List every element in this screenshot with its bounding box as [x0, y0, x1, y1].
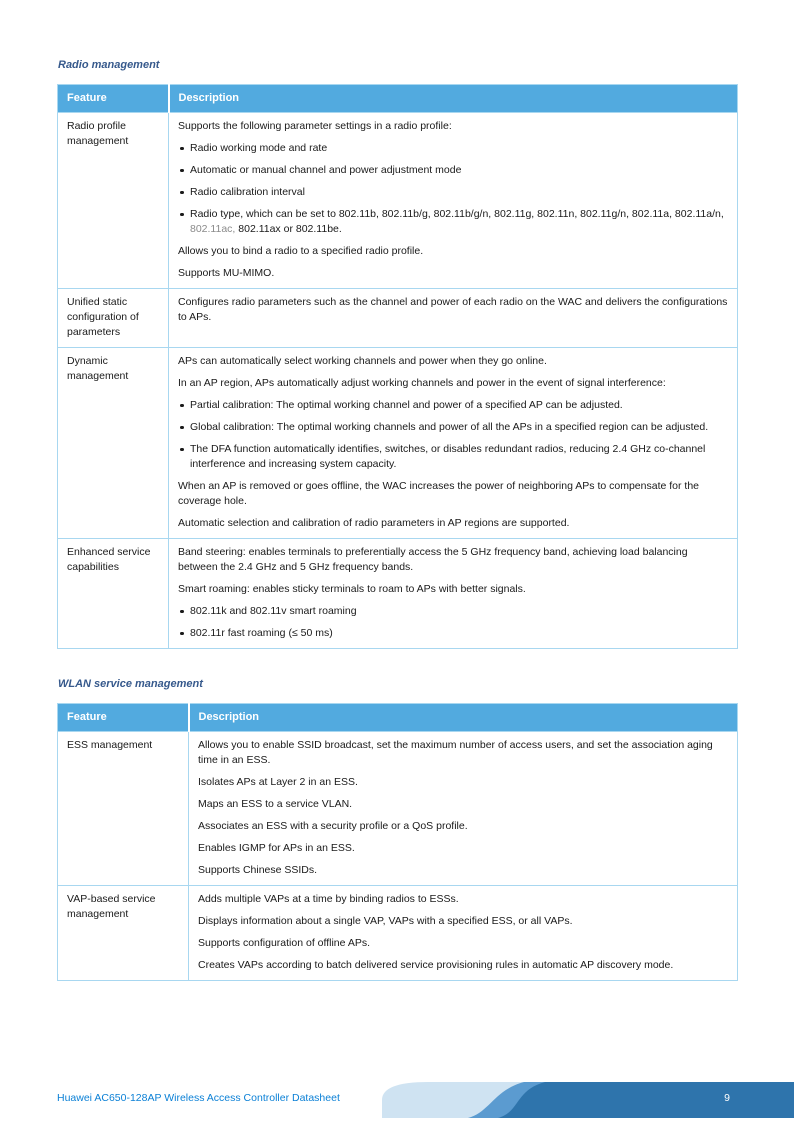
- table-row: [58, 289, 738, 348]
- feature-cell: Unified static configuration of parameters: [58, 289, 169, 348]
- bullet-item: Global calibration: The optimal working channels and power of all the APs in a specified region can be adjusted.: [178, 420, 728, 435]
- description-paragraph: Maps an ESS to a service VLAN.: [198, 798, 353, 810]
- description-cell: [189, 886, 738, 981]
- text-segment: 802.11ax or 802.11be.: [235, 223, 342, 235]
- feature-table: [57, 703, 738, 981]
- feature-table: [57, 84, 738, 649]
- table-row: [58, 113, 738, 289]
- table-header-row: [58, 85, 738, 113]
- description-paragraph: Adds multiple VAPs at a time by binding radios to ESSs.: [198, 893, 459, 905]
- bullet-item: 802.11k and 802.11v smart roaming: [178, 604, 728, 619]
- description-cell: [189, 732, 738, 886]
- bullet-item: The DFA function automatically identifies, switches, or disables redundant radios, reducing 2.4 GHz co-channel interference and increasing system capacity.: [178, 442, 728, 472]
- feature-cell: ESS management: [58, 732, 189, 886]
- feature-cell: Dynamic management: [58, 348, 169, 539]
- description-paragraph: Band steering: enables terminals to preferentially access the 5 GHz frequency band, achieving load balancing between the 2.4 GHz and 5 GHz frequency bands.: [178, 546, 688, 573]
- description-paragraph: Smart roaming: enables sticky terminals to roam to APs with better signals.: [178, 583, 526, 595]
- bullet-item: Radio working mode and rate: [178, 141, 728, 156]
- description-paragraph: Creates VAPs according to batch delivered service provisioning rules in automatic AP discovery mode.: [198, 959, 674, 971]
- bullet-item: Automatic or manual channel and power adjustment mode: [178, 163, 728, 178]
- description-paragraph: In an AP region, APs automatically adjust working channels and power in the event of signal interference:: [178, 377, 666, 389]
- table-header-row: [58, 704, 738, 732]
- section-radio-management: [57, 59, 738, 649]
- description-paragraph: Supports MU-MIMO.: [178, 267, 275, 279]
- feature-cell: VAP-based service management: [58, 886, 189, 981]
- description-paragraph: Configures radio parameters such as the channel and power of each radio on the WAC and delivers the configurations to APs.: [178, 296, 728, 323]
- table-row: [58, 539, 738, 649]
- table-row: [58, 886, 738, 981]
- bullet-item: Radio calibration interval: [178, 185, 728, 200]
- text-segment: Radio type, which can be set to 802.11b, 802.11b/g, 802.11b/g/n, 802.11g, 802.11n, 802.11g/n, 802.11a, 802.11a/n,: [190, 208, 724, 220]
- description-paragraph: Supports configuration of offline APs.: [198, 937, 370, 949]
- description-paragraph: Automatic selection and calibration of radio parameters in AP regions are supported.: [178, 517, 570, 529]
- muted-text: 802.11ac,: [190, 223, 236, 235]
- section-heading: Radio management: [58, 59, 160, 71]
- bullet-item: [178, 207, 728, 237]
- description-paragraph: Displays information about a single VAP, VAPs with a specified ESS, or all VAPs.: [198, 915, 573, 927]
- description-paragraph: When an AP is removed or goes offline, the WAC increases the power of neighboring APs to compensate for the coverage hole.: [178, 480, 700, 507]
- section-heading: WLAN service management: [58, 678, 203, 690]
- description-paragraph: APs can automatically select working channels and power when they go online.: [178, 355, 547, 367]
- column-header-description: Description: [169, 85, 738, 113]
- bullet-item: 802.11r fast roaming (≤ 50 ms): [178, 626, 728, 641]
- description-cell: [169, 113, 738, 289]
- page-number: 9: [724, 1092, 730, 1104]
- column-header-description: Description: [189, 704, 738, 732]
- bullet-item: Partial calibration: The optimal working channel and power of a specified AP can be adjusted.: [178, 398, 728, 413]
- description-cell: [169, 348, 738, 539]
- feature-cell: Radio profile management: [58, 113, 169, 289]
- content-area: [57, 59, 738, 981]
- description-cell: [169, 289, 738, 348]
- feature-cell: Enhanced service capabilities: [58, 539, 169, 649]
- description-paragraph: Allows you to bind a radio to a specified radio profile.: [178, 245, 424, 257]
- footer-wave-dark: [498, 1082, 794, 1118]
- description-paragraph: Associates an ESS with a security profile or a QoS profile.: [198, 820, 468, 832]
- column-header-feature: Feature: [58, 704, 189, 732]
- section-wlan-service-management: [57, 678, 738, 981]
- description-cell: [169, 539, 738, 649]
- footer-document-title: Huawei AC650-128AP Wireless Access Controller Datasheet: [57, 1092, 340, 1104]
- description-paragraph: Allows you to enable SSID broadcast, set the maximum number of access users, and set the association aging time in an ESS.: [198, 739, 713, 766]
- description-paragraph: Supports the following parameter settings in a radio profile:: [178, 120, 452, 132]
- description-paragraph: Enables IGMP for APs in an ESS.: [198, 842, 355, 854]
- table-row: [58, 348, 738, 539]
- table-row: [58, 732, 738, 886]
- column-header-feature: Feature: [58, 85, 169, 113]
- description-paragraph: Supports Chinese SSIDs.: [198, 864, 318, 876]
- description-paragraph: Isolates APs at Layer 2 in an ESS.: [198, 776, 358, 788]
